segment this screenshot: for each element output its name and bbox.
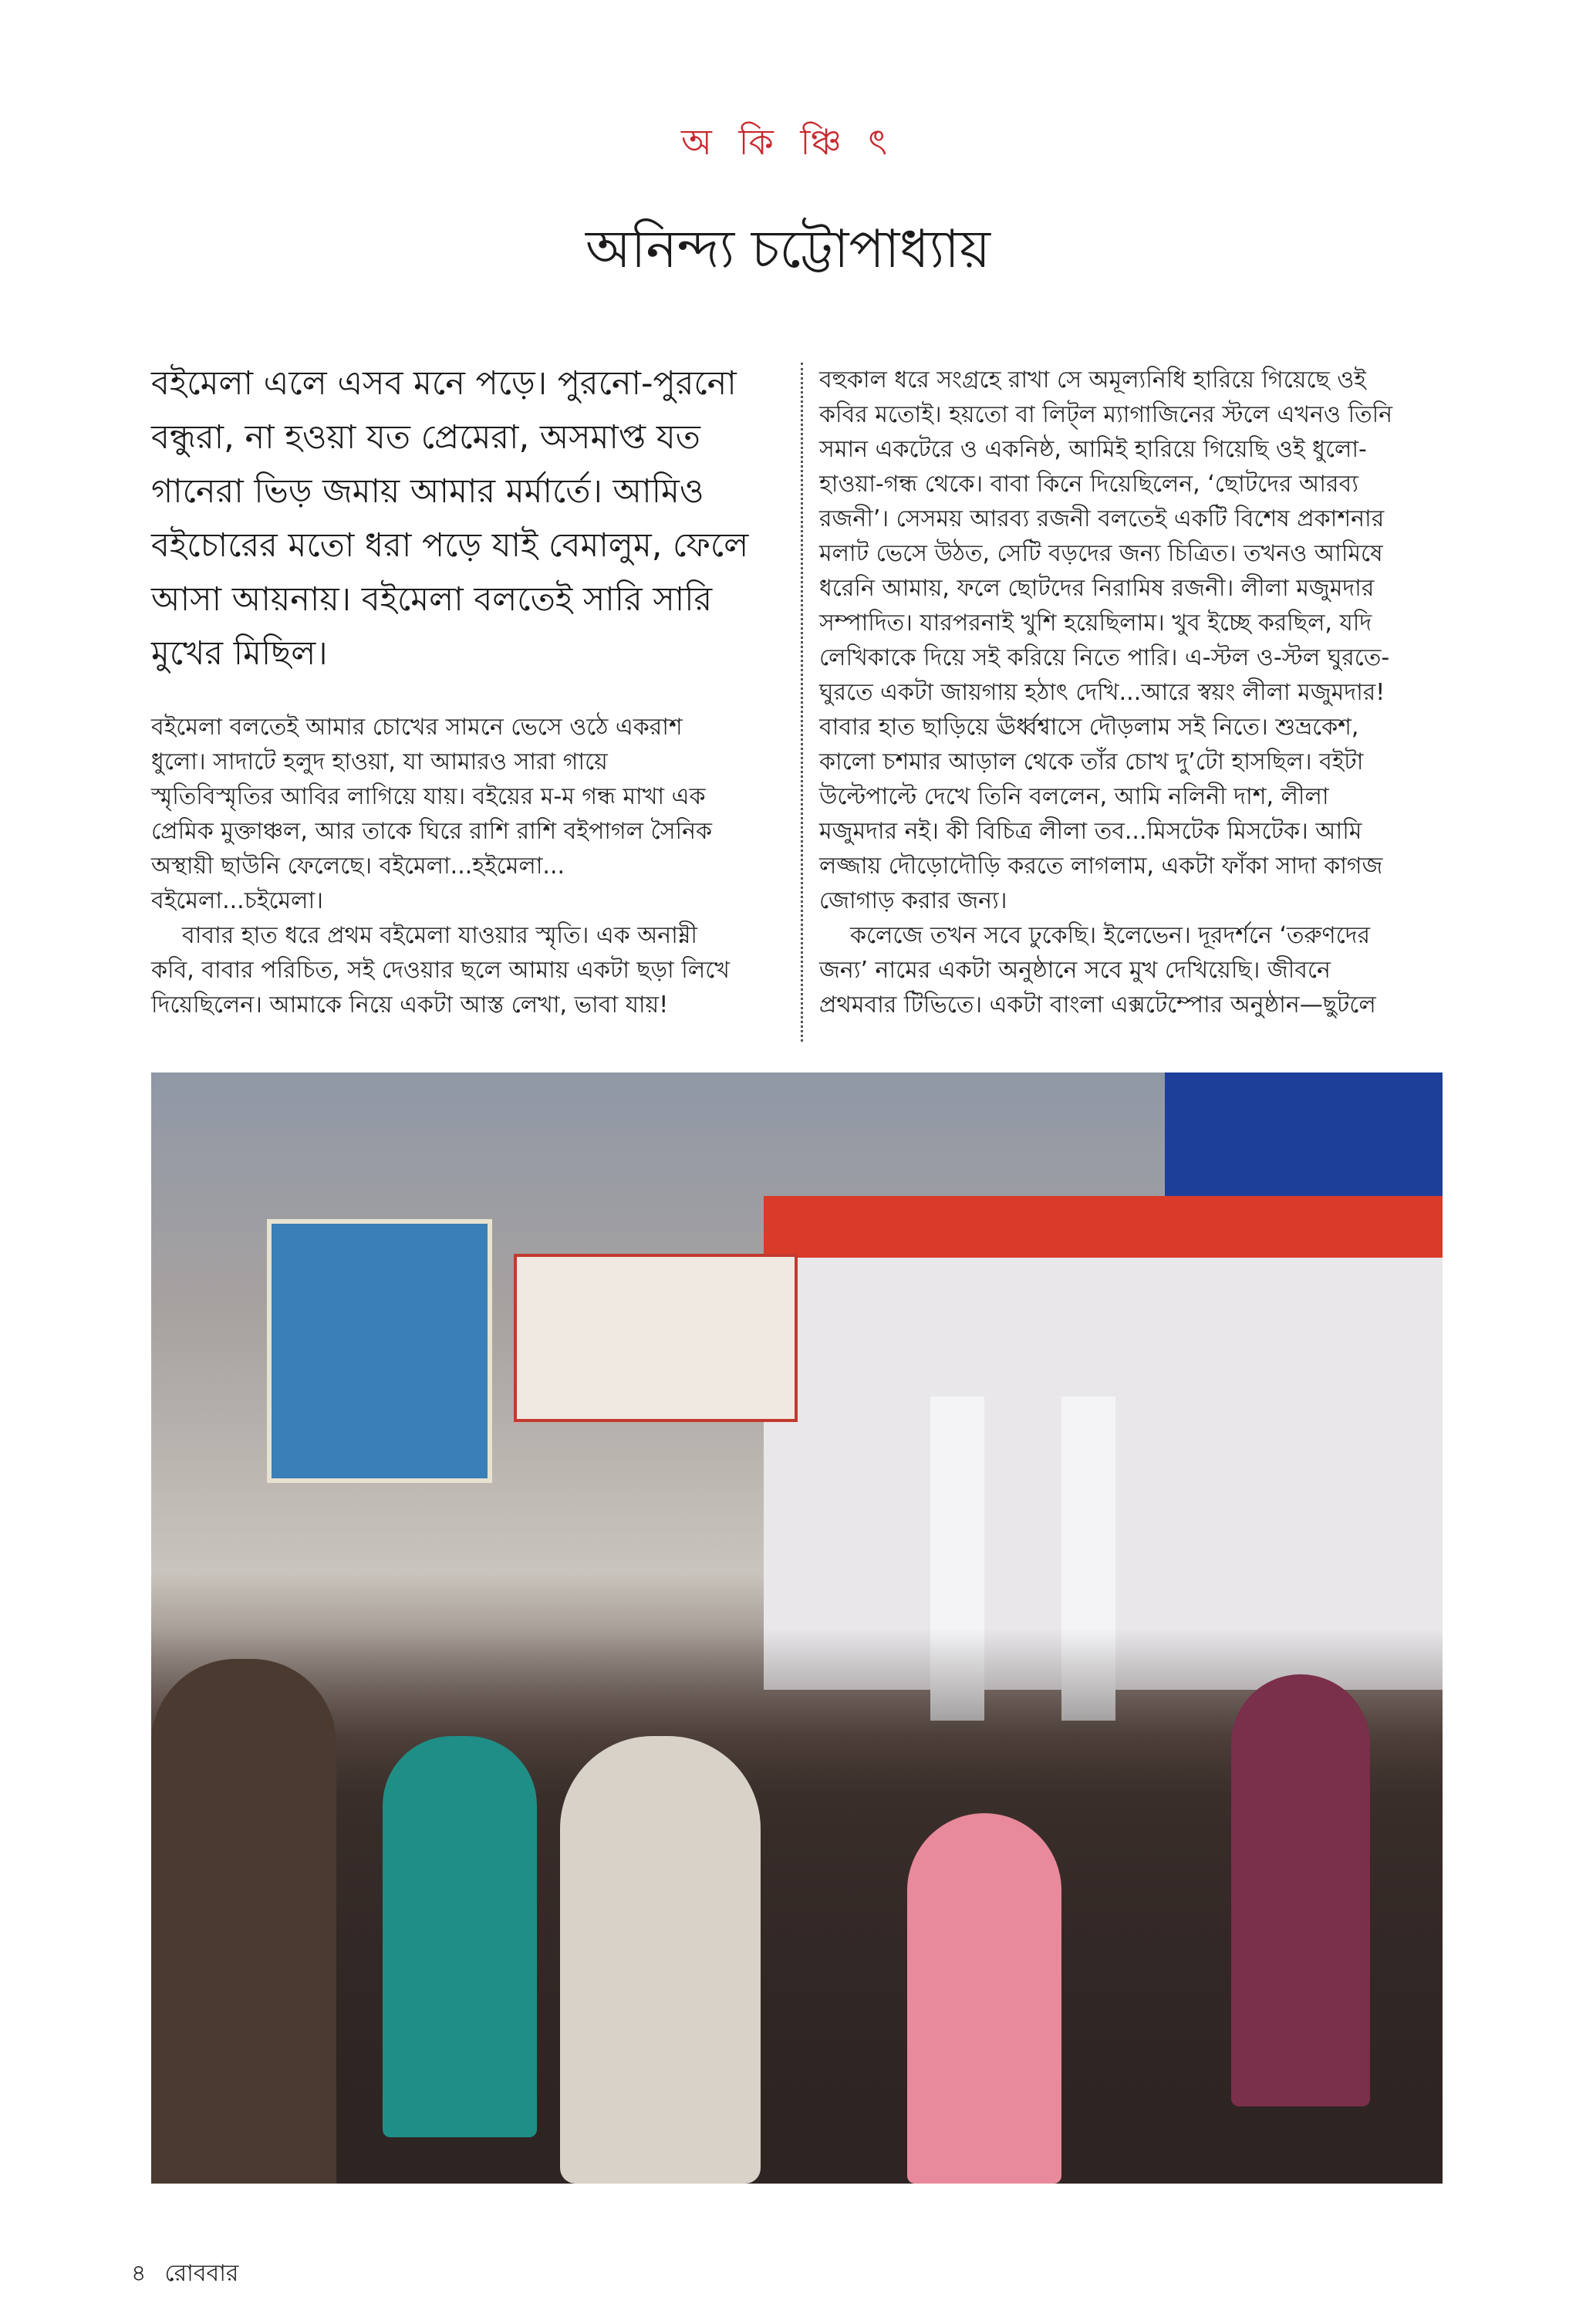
body-paragraph: কলেজে তখন সবে ঢুকেছি। ইলেভেন। দূরদর্শনে ‘তরুণদের জন্য’ নামের একটা অনুষ্ঠানে সবে মুখ দেখিয়েছি। জীবনে প্রথমবার টিভিতে। একটা বাংলা এক্সটেম্পোর অনুষ্ঠান—ছুটলে <box>819 922 1376 1018</box>
stall-blue-panel <box>1165 1072 1443 1196</box>
column-divider <box>801 363 803 1042</box>
stall-red-canopy <box>764 1196 1443 1258</box>
person-figure <box>1231 1674 1370 2106</box>
left-body-column <box>151 710 784 1022</box>
publication-name: রোববার <box>164 2260 239 2287</box>
page-footer <box>131 2255 257 2294</box>
lede-column <box>151 356 791 681</box>
person-figure <box>560 1736 761 2184</box>
section-kicker: অ কি ঞ্চি ৎ <box>681 121 895 163</box>
person-figure <box>907 1813 1061 2184</box>
page-number: ৪ <box>131 2260 147 2287</box>
right-body-column <box>819 363 1436 1022</box>
book-fair-photo <box>151 1072 1443 2184</box>
body-paragraph: বাবার হাত ধরে প্রথম বইমেলা যাওয়ার স্মৃতি। এক অনাম্নী কবি, বাবার পরিচিত, সই দেওয়ার ছলে আমায় একটা ছড়া লিখে দিয়েছিলেন। আমাকে নিয়ে একটা আস্ত লেখা, ভাবা যায়! <box>151 922 730 1018</box>
lede-paragraph: বইমেলা এলে এসব মনে পড়ে। পুরনো-পুরনো বন্ধুরা, না হওয়া যত প্রেমেরা, অসমাপ্ত যত গানেরা ভিড় জমায় আমার মর্মার্তে। আমিও বইচোরের মতো ধরা পড়ে যাই বেমালুম, ফেলে আসা আয়নায়। বইমেলা বলতেই সারি সারি মুখের মিছিল। <box>151 364 749 673</box>
body-paragraph: বইমেলা বলতেই আমার চোখের সামনে ভেসে ওঠে একরাশ ধুলো। সাদাটে হলুদ হাওয়া, যা আমারও সারা গায়ে স্মৃতিবিস্মৃতির আবির লাগিয়ে যায়। বইয়ের ম-ম গন্ধ মাখা এক প্রেমিক মুক্তাঞ্চল, আর তাকে ঘিরে রাশি রাশি বইপাগল সৈনিক অস্থায়ী ছাউনি ফেলেছে। বইমেলা...হইমেলা... বইমেলা...চইমেলা। <box>151 714 712 914</box>
poster-banner <box>267 1219 492 1483</box>
person-figure <box>383 1736 537 2137</box>
author-byline: অনিন্দ্য চট্টোপাধ্যায় <box>586 219 990 280</box>
body-paragraph: বহুকাল ধরে সংগ্রহে রাখা সে অমূল্যনিধি হারিয়ে গিয়েছে ওই কবির মতোই। হয়তো বা লিট্‌ল ম্যাগাজিনের স্টলে এখনও তিনি সমান একটেরে ও একনিষ্ঠ, আমিই হারিয়ে গিয়েছি ওই ধুলো- হাওয়া-গন্ধ থেকে। বাবা কিনে দিয়েছিলেন, ‘ছোটদের আরব্য রজনী’। সেসময় আরব্য রজনী বলতেই একটি বিশেষ প্রকাশনার মলাট ভেসে উঠত, সেটি বড়দের জন্য চিত্রিত। তখনও আমিষে ধরেনি আমায়, ফলে ছোটদের নিরামিষ রজনী। লীলা মজুমদার সম্পাদিত। যারপরনাই খুশি হয়েছিলাম। খুব ইচ্ছে করছিল, যদি লেখিকাকে দিয়ে সই করিয়ে নিতে পারি। এ-স্টল ও-স্টল ঘুরতে- ঘুরতে একটা জায়গায় হঠাৎ দেখি...আরে স্বয়ং লীলা মজুমদার! বাবার হাত ছাড়িয়ে ঊর্ধ্বশ্বাসে দৌড়লাম সই নিতে। শুভ্রকেশ, কালো চশমার আড়াল থেকে তাঁর চোখ দু’টো হাসছিল। বইটা উল্টেপাল্টে দেখে তিনি বললেন, আমি নলিনী দাশ, লীলা মজুমদার নই। কী বিচিত্র লীলা তব...মিসটেক মিসটেক। আমি লজ্জায় দৌড়োদৌড়ি করতে লাগলাম, একটা ফাঁকা সাদা কাগজ জোগাড় করার জন্য। <box>819 367 1393 914</box>
publisher-signboard <box>514 1254 798 1422</box>
person-figure <box>151 1659 336 2184</box>
